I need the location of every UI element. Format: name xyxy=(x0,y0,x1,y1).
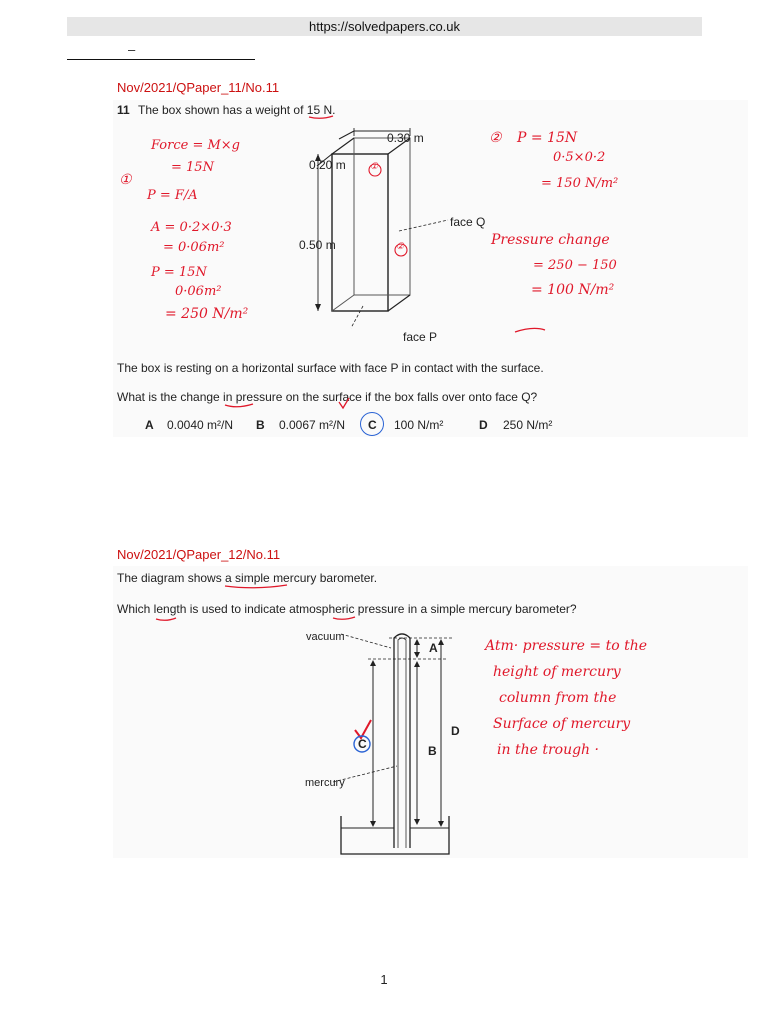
note-atm-3: column from the xyxy=(499,690,617,706)
note-p-value: P = 15N xyxy=(151,265,207,280)
option-c-text: 100 N/m² xyxy=(394,418,444,432)
label-width: 0.30 m xyxy=(387,131,424,145)
q1-annotation-marks xyxy=(113,100,748,437)
q2-line-1: The diagram shows a simple mercury barometer. xyxy=(117,571,378,585)
option-d-text: 250 N/m² xyxy=(503,418,553,432)
note-area: A = 0·2×0·3 xyxy=(151,220,232,235)
option-a-letter: A xyxy=(145,418,154,432)
note-force: Force = M×g xyxy=(151,138,241,153)
note-p2-denominator: 0·5×0·2 xyxy=(553,150,606,165)
q1-reference: Nov/2021/QPaper_11/No.11 xyxy=(117,80,280,95)
note-p2-result: = 150 N/m² xyxy=(541,176,619,191)
note-step-2: ② xyxy=(489,130,502,146)
note-p-result: = 250 N/m² xyxy=(165,306,249,322)
q2-reference: Nov/2021/QPaper_12/No.11 xyxy=(117,547,281,562)
note-step-1: ① xyxy=(119,172,132,188)
label-b: B xyxy=(428,744,437,758)
note-change-calc: = 250 − 150 xyxy=(533,258,617,273)
note-area-value: = 0·06m² xyxy=(163,240,225,255)
header-dash: – xyxy=(128,42,136,57)
face-mark-2: ② xyxy=(396,242,405,252)
option-b-letter: B xyxy=(256,418,265,432)
note-p-denominator: 0·06m² xyxy=(175,284,222,299)
label-vacuum: vacuum xyxy=(306,631,345,643)
label-c: C xyxy=(358,737,367,751)
note-atm-1: Atm· pressure = to the xyxy=(485,638,648,654)
note-change-result: = 100 N/m² xyxy=(531,282,615,298)
option-b-text: 0.0067 m²/N xyxy=(279,418,346,432)
q1-panel xyxy=(113,100,748,437)
url-header: https://solvedpapers.co.uk xyxy=(67,17,702,36)
q2-line-2: Which length is used to indicate atmospheric pressure in a simple mercury barometer? xyxy=(117,602,577,616)
face-mark-1: ① xyxy=(370,162,379,172)
label-face-p: face P xyxy=(403,330,438,344)
note-p-formula: P = F/A xyxy=(147,188,198,203)
q2-annotation-marks xyxy=(113,566,748,858)
option-a-text: 0.0040 m²/N xyxy=(167,418,234,432)
label-face-q: face Q xyxy=(450,215,486,229)
note-p2-formula: P = 15N xyxy=(517,130,578,146)
label-depth: 0.20 m xyxy=(309,158,346,172)
label-mercury: mercury xyxy=(305,777,345,789)
note-atm-4: Surface of mercury xyxy=(493,716,631,732)
q1-line-2: What is the change in pressure on the surface if the box falls over onto face Q? xyxy=(117,390,538,404)
page-number: 1 xyxy=(380,972,388,987)
q1-line-1: The box is resting on a horizontal surface with face P in contact with the surface. xyxy=(117,361,544,375)
note-change-title: Pressure change xyxy=(491,232,610,248)
option-c-letter: C xyxy=(368,418,377,432)
q1-number: 11 xyxy=(117,103,130,117)
q2-panel xyxy=(113,566,748,858)
label-height: 0.50 m xyxy=(299,238,336,252)
label-d: D xyxy=(451,724,460,738)
q1-stem: The box shown has a weight of 15 N. xyxy=(138,103,336,117)
note-atm-2: height of mercury xyxy=(493,664,621,680)
option-d-letter: D xyxy=(479,418,488,432)
note-atm-5: in the trough · xyxy=(497,742,599,758)
label-a: A xyxy=(429,641,438,655)
note-force-value: = 15N xyxy=(171,160,214,175)
header-rule xyxy=(67,59,255,60)
